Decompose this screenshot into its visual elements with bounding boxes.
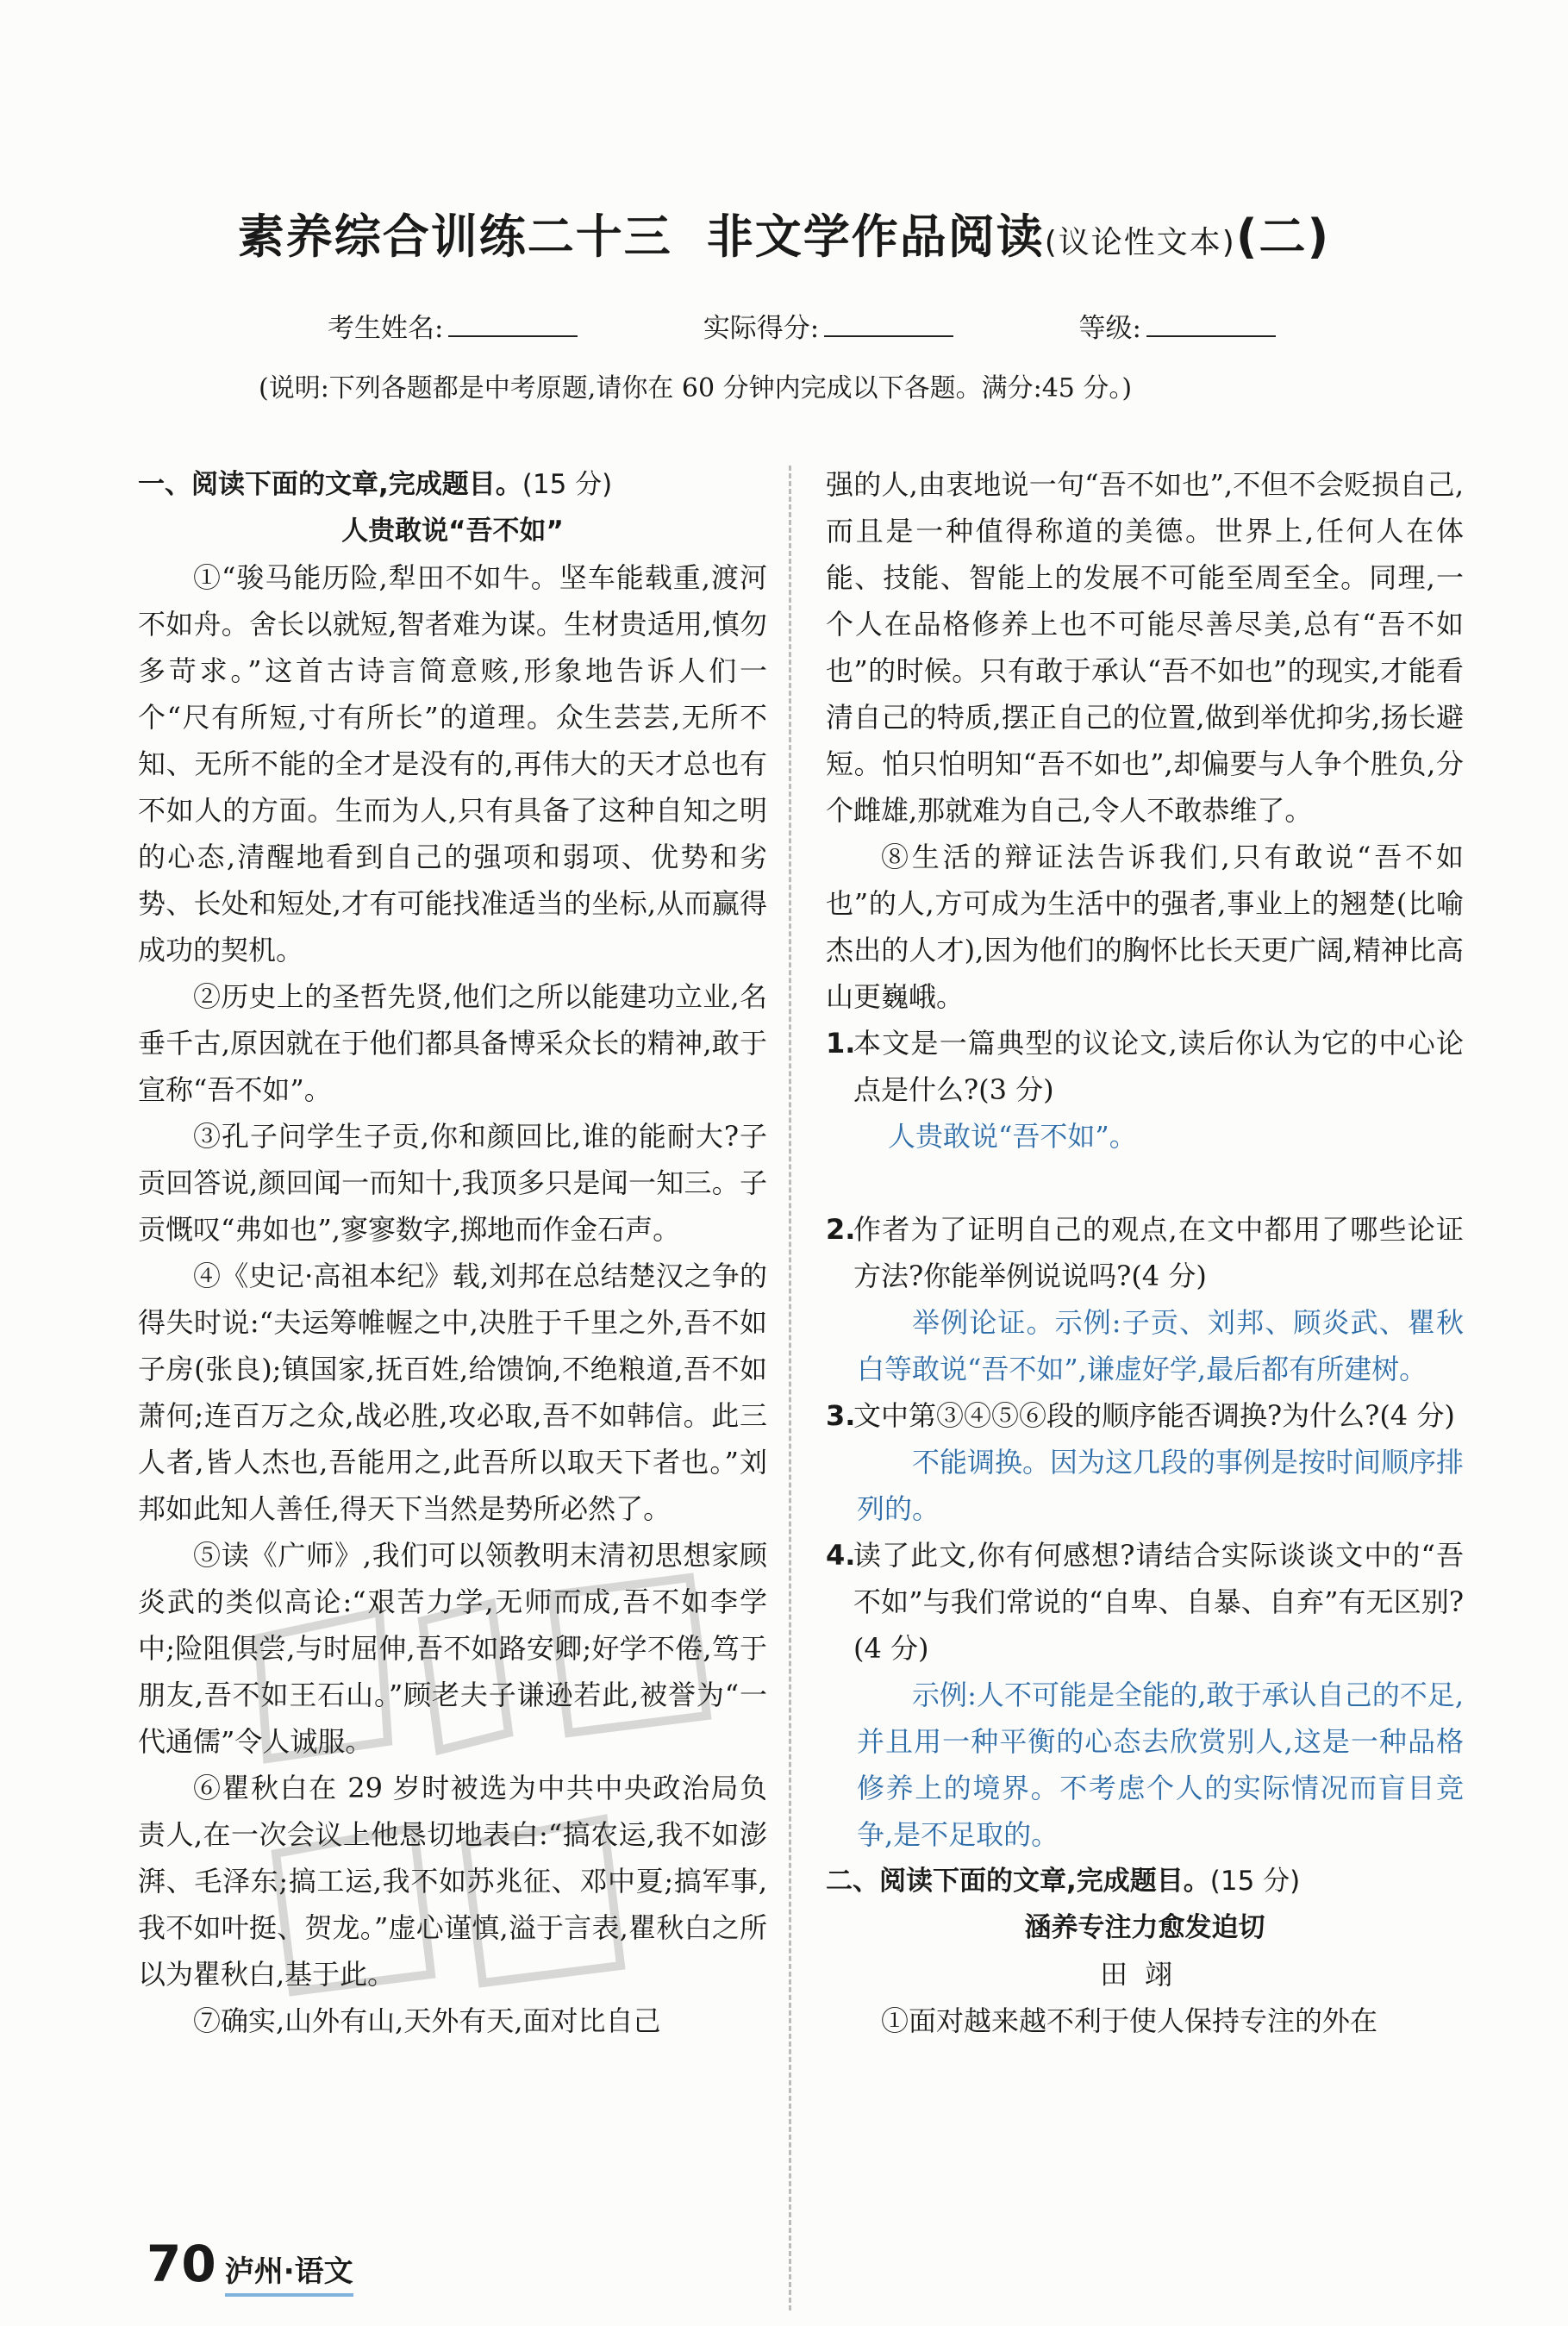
answer-2: 举例论证。示例:子贡、刘邦、顾炎武、瞿秋白等敢说“吾不如”,谦虚好学,最后都有所建树。 — [857, 1306, 1464, 1385]
page-footer — [147, 2235, 353, 2297]
article1-title: 人贵敢说“吾不如” — [341, 516, 564, 547]
section1-heading — [138, 461, 767, 508]
section1-score: (15 分) — [522, 469, 613, 500]
question-3 — [826, 1392, 1464, 1439]
name-field[interactable] — [328, 306, 578, 345]
article1-para-5: ⑤读《广师》,我们可以领教明末清初思想家顾炎武的类似高论:“艰苦力学,无师而成,吾不如李学中;险阻俱尝,与时屈伸,吾不如路安卿;好学不倦,笃于朋友,吾不如王石山。”顾老夫子谦逊若此,被誉为“一代通儒”令人诚服。 — [138, 1539, 767, 1758]
title-main: 素养综合训练二十三 — [237, 209, 672, 264]
question-3-number: 3. — [826, 1399, 856, 1432]
page-title — [0, 200, 1568, 266]
section2-score: (15 分) — [1209, 1866, 1301, 1897]
article1-para-3: ③孔子问学生子贡,你和颜回比,谁的能耐大?子贡回答说,颜回闻一而知十,我顶多只是闻一知三。子贡慨叹“弗如也”,寥寥数字,掷地而作金石声。 — [138, 1120, 767, 1246]
answer-1: 人贵敢说“吾不如”。 — [888, 1120, 1137, 1153]
article1-para-7-continued: 强的人,由衷地说一句“吾不如也”,不但不会贬损自己,而且是一种值得称道的美德。世界上,任何人在体能、技能、智能上的发展不可能至周至全。同理,一个人在品格修养上也不可能尽善尽美,总有“吾不如也”的时候。只有敢于承认“吾不如也”的现实,才能看清自己的特质,摆正自己的位置,做到举优抑劣,扬长避短。怕只怕明知“吾不如也”,却偏要与人争个胜负,分个雌雄,那就难为自己,令人不敢恭维了。 — [826, 468, 1464, 827]
section1-heading-text: 一、阅读下面的文章,完成题目。 — [138, 469, 522, 500]
article1-para-2: ②历史上的圣哲先贤,他们之所以能建功立业,名垂千古,原因就在于他们都具备博采众长的精神,敢于宣称“吾不如”。 — [138, 980, 767, 1106]
answer-4: 示例:人不可能是全能的,敢于承认自己的不足,并且用一种平衡的心态去欣赏别人,这是一种品格修养上的境界。不考虑个人的实际情况而盲目竞争,是不足取的。 — [857, 1679, 1464, 1851]
question-1 — [826, 1020, 1464, 1113]
page-number: 70 — [147, 2235, 216, 2293]
grade-field[interactable] — [1079, 306, 1276, 345]
question-4-number: 4. — [826, 1539, 856, 1572]
section2-heading-text: 二、阅读下面的文章,完成题目。 — [826, 1866, 1210, 1897]
student-info-row — [328, 306, 1276, 345]
name-label: 考生姓名: — [328, 313, 444, 344]
question-1-text: 本文是一篇典型的议论文,读后你认为它的中心论点是什么?(3 分) — [853, 1027, 1464, 1106]
question-2-text: 作者为了证明自己的观点,在文中都用了哪些论证方法?你能举例说说吗?(4 分) — [853, 1213, 1464, 1292]
grade-label: 等级: — [1078, 313, 1141, 344]
section2-heading — [826, 1858, 1464, 1904]
article1-para-8: ⑧生活的辩证法告诉我们,只有敢说“吾不如也”的人,方可成为生活中的强者,事业上的翘楚(比喻杰出的人才),因为他们的胸怀比长天更广阔,精神比高山更巍峨。 — [826, 841, 1464, 1013]
column-divider — [789, 466, 791, 2310]
answer-3: 不能调换。因为这几段的事例是按时间顺序排列的。 — [857, 1446, 1465, 1525]
article2-title: 涵养专注力愈发迫切 — [1024, 1912, 1265, 1943]
question-2-number: 2. — [826, 1213, 856, 1246]
right-column — [826, 461, 1464, 2044]
question-1-number: 1. — [826, 1027, 856, 1060]
question-4 — [826, 1532, 1464, 1672]
score-label: 实际得分: — [703, 313, 820, 344]
article1-para-7: ⑦确实,山外有山,天外有天,面对比自己 — [193, 2004, 661, 2037]
question-2 — [826, 1206, 1464, 1299]
article1-para-1: ①“骏马能历险,犁田不如牛。坚车能载重,渡河不如舟。舍长以就短,智者难为谋。生材贵适用,慎勿多苛求。”这首古诗言简意赅,形象地告诉人们一个“尺有所短,寸有所长”的道理。众生芸芸,无所不知、无所不能的全才是没有的,再伟大的天才总也有不如人的方面。生而为人,只有具备了这种自知之明的心态,清醒地看到自己的强项和弱项、优势和劣势、长处和短处,才有可能找准适当的坐标,从而赢得成功的契机。 — [138, 561, 767, 966]
article2-para-1: ①面对越来越不利于使人保持专注的外在 — [881, 2004, 1378, 2037]
score-field[interactable] — [703, 306, 953, 345]
question-3-text: 文中第③④⑤⑥段的顺序能否调换?为什么?(4 分) — [853, 1399, 1455, 1432]
question-4-text: 读了此文,你有何感想?请结合实际谈谈文中的“吾不如”与我们常说的“自卑、自暴、自弃”有无区别?(4 分) — [853, 1539, 1464, 1665]
footer-label: 泸州·语文 — [225, 2248, 353, 2297]
instructions-note: (说明:下列各题都是中考原题,请你在 60 分钟内完成以下各题。满分:45 分。) — [259, 373, 1133, 403]
title-suffix: (二) — [1235, 209, 1331, 264]
title-small: (议论性文本) — [1044, 225, 1236, 260]
title-second: 非文学作品阅读 — [706, 209, 1045, 264]
article1-para-4: ④《史记·高祖本纪》载,刘邦在总结楚汉之争的得失时说:“夫运筹帷幄之中,决胜于千里之外,吾不如子房(张良);镇国家,抚百姓,给馈饷,不绝粮道,吾不如萧何;连百万之众,战必胜,攻必取,吾不如韩信。此三人者,皆人杰也,吾能用之,此吾所以取天下者也。”刘邦如此知人善任,得天下当然是势所必然了。 — [138, 1260, 767, 1525]
article2-author: 田翊 — [1099, 1958, 1190, 1991]
left-column — [138, 461, 767, 2044]
article1-para-6: ⑥瞿秋白在 29 岁时被选为中共中央政治局负责人,在一次会议上他恳切地表白:“搞农运,我不如澎湃、毛泽东;搞工运,我不如苏兆征、邓中夏;搞军事,我不如叶挺、贺龙。”虚心谨慎,溢于言表,瞿秋白之所以为瞿秋白,基于此。 — [138, 1772, 767, 1991]
